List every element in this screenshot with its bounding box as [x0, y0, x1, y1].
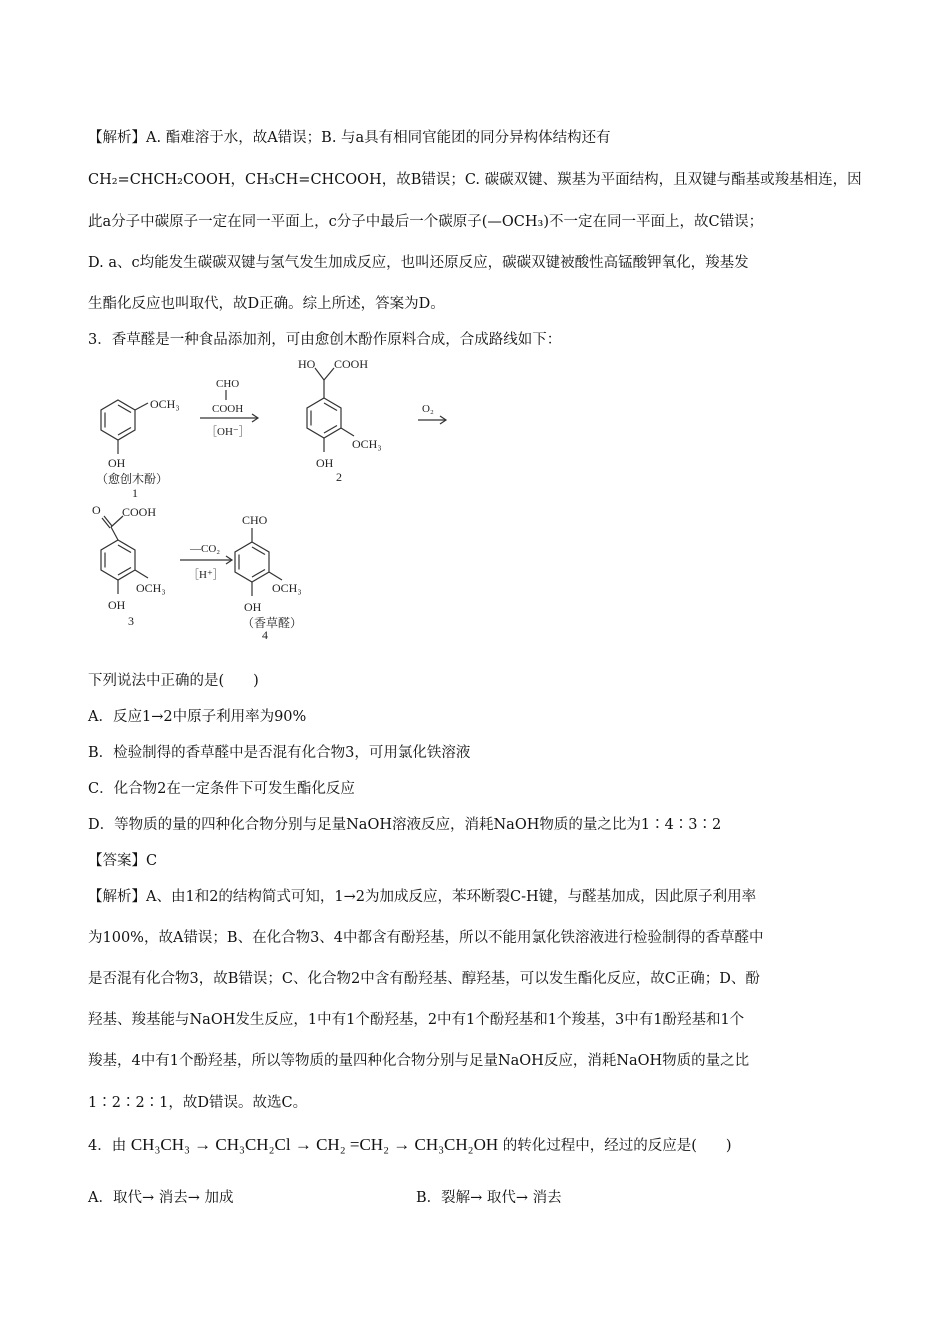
reagent-1-aldehyde: CHO	[216, 378, 240, 390]
c4-hydroxyl: OH	[244, 600, 262, 614]
option-a: A．反应1→2中原子利用率为90%	[88, 709, 307, 725]
answer: 【答案】C	[88, 853, 158, 869]
option-b: B．检验制得的香草醛中是否混有化合物3，可用氯化铁溶液	[88, 745, 471, 761]
question-4	[88, 1135, 732, 1156]
question-3-prompt: 下列说法中正确的是( )	[88, 673, 259, 689]
c2-carboxyl: COOH	[334, 357, 369, 371]
q3-analysis-line-4: 羟基、羧基能与NaOH发生反应，1中有1个酚羟基，2中有1个酚羟基和1个羧基，3中有1酚羟基和1个	[88, 1012, 745, 1028]
q4-option-a: A．取代→ 消去→ 加成	[88, 1190, 234, 1206]
c3-substituent: OCH₃	[136, 581, 166, 595]
q3-analysis-line-3: 是否混有化合物3，故B错误；C、化合物2中含有酚羟基、醇羟基，可以发生酯化反应，故C正确；D、酚	[88, 971, 760, 987]
q3-analysis-line-2: 为100%，故A错误；B、在化合物3、4中都含有酚羟基，所以不能用氯化铁溶液进行检验制得的香草醛中	[88, 930, 764, 946]
c3-hydroxyl: OH	[108, 598, 126, 612]
analysis-line-1: 【解析】A. 酯难溶于水，故A错误；B. 与a具有相同官能团的同分异构体结构还有	[88, 130, 611, 146]
c4-number: 4	[262, 628, 268, 640]
analysis-line-2: CH₂=CHCH₂COOH，CH₃CH=CHCOOH，故B错误；C. 碳碳双键、羰基为平面结构，且双键与酯基或羧基相连，因	[88, 172, 862, 188]
synthesis-scheme-row-2	[88, 500, 388, 640]
c3-number: 3	[128, 614, 134, 628]
synthesis-scheme-row-1	[88, 356, 548, 501]
oxygen-reagent: O₂	[422, 403, 434, 415]
question-3-stem: 3．香草醛是一种食品添加剂，可由愈创木酚作原料合成，合成路线如下：	[88, 332, 562, 348]
question-4-formula: CH₃CH₃ → CH₃CH₂Cl → CH₂ =CH₂ → CH₃CH₂OH	[130, 1135, 499, 1154]
question-4-number: 4．由	[88, 1138, 127, 1154]
c4-name: （香草醛）	[242, 616, 303, 630]
analysis-line-3: 此a分子中碳原子一定在同一平面上，c分子中最后一个碳原子(—OCH₃)不一定在同一平面上，故C错误；	[88, 214, 764, 230]
c4-aldehyde: CHO	[242, 513, 268, 527]
c3-carboxyl: COOH	[122, 505, 157, 519]
c1-substituent: OCH₃	[150, 397, 180, 411]
analysis-line-4: D. a、c均能发生碳碳双键与氢气发生加成反应，也叫还原反应，碳碳双键被酸性高锰酸钾氧化，羧基发	[88, 255, 749, 271]
q4-option-b: B．裂解→ 取代→ 消去	[416, 1190, 562, 1206]
reagent-2-condition: ［H⁺］	[188, 569, 224, 581]
reagent-2: —CO₂	[190, 543, 221, 555]
reagent-1-condition: ［OH⁻］	[206, 426, 250, 438]
c1-name: （愈创木酚）	[96, 472, 169, 486]
option-d: D．等物质的量的四种化合物分别与足量NaOH溶液反应，消耗NaOH物质的量之比为1∶4∶3∶2	[88, 817, 722, 833]
q3-analysis-line-5: 羧基，4中有1个酚羟基，所以等物质的量四种化合物分别与足量NaOH反应，消耗NaOH物质的量之比	[88, 1053, 750, 1069]
c1-hydroxyl: OH	[108, 456, 126, 470]
option-c: C．化合物2在一定条件下可发生酯化反应	[88, 781, 355, 797]
c2-substituent: OCH₃	[352, 437, 382, 451]
c3-oxo: O	[92, 503, 101, 517]
c4-substituent: OCH₃	[272, 581, 302, 595]
analysis-line-5: 生酯化反应也叫取代，故D正确。综上所述，答案为D。	[88, 296, 445, 312]
c1-number: 1	[132, 486, 138, 500]
c2-hydroxyl: OH	[316, 456, 334, 470]
c2-hydroxy: HO	[298, 357, 316, 371]
c2-number: 2	[336, 470, 342, 484]
q3-analysis-line-1: 【解析】A、由1和2的结构简式可知，1→2为加成反应，苯环断裂C-H键，与醛基加成，因此原子利用率	[88, 889, 757, 905]
q3-analysis-line-6: 1∶2∶2∶1，故D错误。故选C。	[88, 1095, 308, 1111]
reagent-1-acid: COOH	[212, 403, 244, 415]
question-4-suffix: 的转化过程中，经过的反应是( )	[502, 1138, 732, 1154]
